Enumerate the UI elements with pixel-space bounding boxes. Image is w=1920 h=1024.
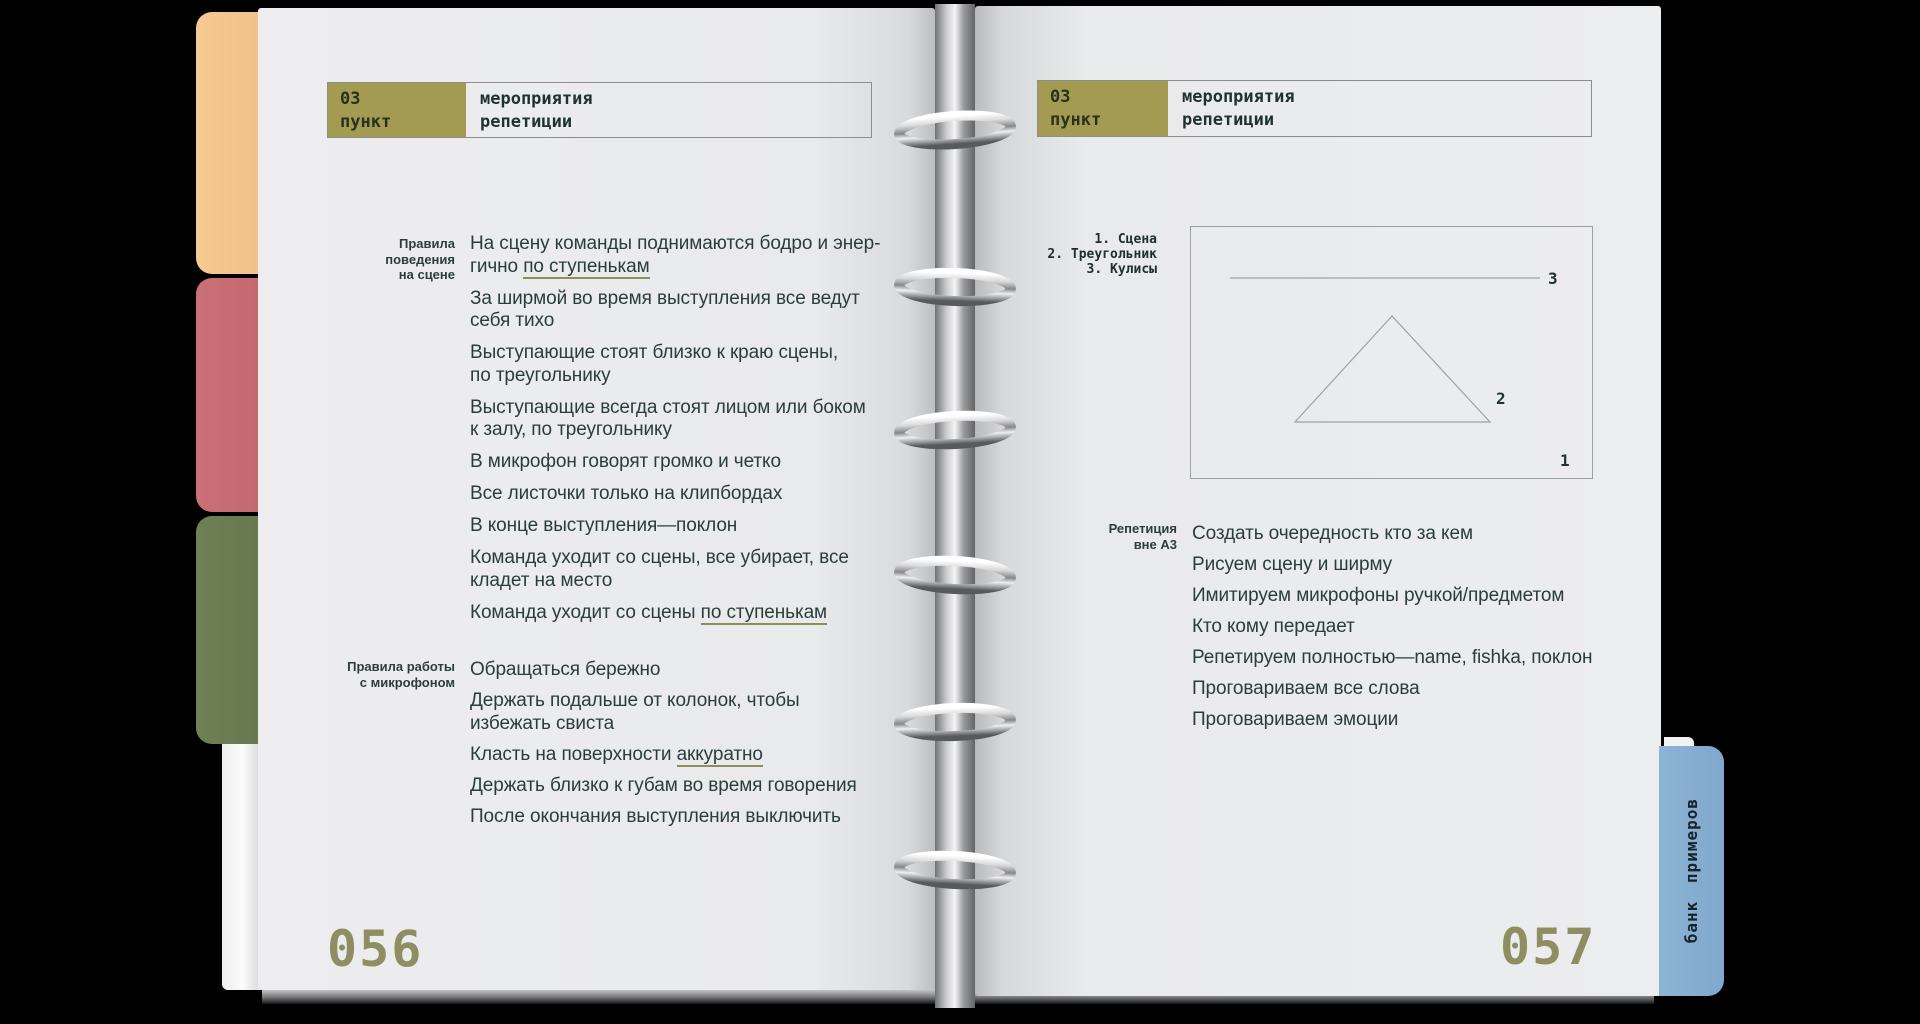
list-item: Команда уходит со сцены по ступенькам xyxy=(470,601,827,623)
list-mic-rules xyxy=(470,659,882,837)
diagram-legend xyxy=(1000,232,1157,277)
list-item: Обращаться бережно xyxy=(470,659,661,680)
chapter-kind: пункт xyxy=(340,112,392,132)
binder-rings xyxy=(870,0,1050,1024)
chapter-number-box xyxy=(328,83,466,137)
page-number-left: 056 xyxy=(327,920,424,978)
list-rehearsal xyxy=(1192,523,1632,740)
list-stage-rules xyxy=(470,233,882,634)
legend-item: 2. Треугольник xyxy=(1047,247,1157,262)
edge-tab-examples-bank xyxy=(1659,746,1724,996)
binder-ring xyxy=(899,271,1012,303)
list-item: Выступающие всегда стоят лицом или боком к залу, по треугольнику xyxy=(470,396,866,440)
list-item: Команда уходит со сцены, все убирает, все кладет на место xyxy=(470,547,849,591)
edge-tab-label: банк примеров xyxy=(1682,798,1701,944)
triangle-shape xyxy=(1295,316,1490,422)
list-item: Проговариваем эмоции xyxy=(1192,709,1399,730)
list-item: Класть на поверхности аккуратно xyxy=(470,743,763,765)
list-item: Кто кому передает xyxy=(1192,616,1355,637)
diagram-label-3: 3 xyxy=(1548,269,1558,288)
right-page-header xyxy=(1037,80,1592,137)
section-label-stage-rules: Правила поведения на сцене xyxy=(385,236,455,282)
binder-ring xyxy=(898,112,1012,148)
list-item: Все листочки только на клипбордах xyxy=(470,483,783,504)
page-stack-edge xyxy=(222,744,260,990)
right-page xyxy=(975,6,1661,996)
list-item: Проговариваем все слова xyxy=(1192,678,1420,699)
chapter-title-line1: мероприятия xyxy=(480,89,593,109)
legend-item: 3. Кулисы xyxy=(1086,262,1157,277)
chapter-title-box xyxy=(466,83,593,137)
left-page-header xyxy=(327,82,872,138)
stage-diagram xyxy=(1190,226,1593,479)
list-item: В микрофон говорят громко и четко xyxy=(470,451,781,472)
chapter-title-line2: репетиции xyxy=(1182,110,1275,130)
list-item: Рисуем сцену и ширму xyxy=(1192,554,1393,575)
chapter-number-box xyxy=(1038,81,1168,136)
diagram-label-1: 1 xyxy=(1560,451,1570,470)
chapter-number: 03 xyxy=(340,89,361,109)
chapter-title-line1: мероприятия xyxy=(1182,87,1295,107)
chapter-number: 03 xyxy=(1050,87,1071,107)
list-item: На сцену команды поднимаются бодро и энер- гично по ступенькам xyxy=(470,233,881,277)
diagram-label-2: 2 xyxy=(1496,389,1506,408)
list-item: Имитируем микрофоны ручкой/предметом xyxy=(1192,585,1565,606)
list-item: Держать подальше от колонок, чтобы избежать свиста xyxy=(470,690,800,734)
list-item: Держать близко к губам во время говорения xyxy=(470,774,857,796)
binder-ring xyxy=(898,853,1011,887)
chapter-title-line2: репетиции xyxy=(480,112,573,132)
list-item: Создать очередность кто за кем xyxy=(1192,523,1473,544)
chapter-title-box xyxy=(1168,81,1295,136)
chapter-kind: пункт xyxy=(1050,110,1102,130)
list-item: Репетируем полностью—name, fishka, поклон xyxy=(1192,647,1593,668)
section-label-rehearsal: Репетиция вне А3 xyxy=(1108,521,1177,552)
legend-item: 1. Сцена xyxy=(1094,232,1157,247)
list-item: Выступающие стоят близко к краю сцены, по треугольнику xyxy=(470,342,839,386)
binder-ring xyxy=(898,558,1011,592)
section-label-mic-rules: Правила работы с микрофоном xyxy=(347,659,455,690)
list-item: За ширмой во время выступления все ведут себя тихо xyxy=(470,287,860,331)
list-item: После окончания выступления выключить xyxy=(470,805,841,827)
page-number-right: 057 xyxy=(1500,918,1597,976)
binder-ring xyxy=(899,706,1012,738)
list-item: В конце выступления—поклон xyxy=(470,515,738,536)
binder-ring xyxy=(898,413,1011,447)
